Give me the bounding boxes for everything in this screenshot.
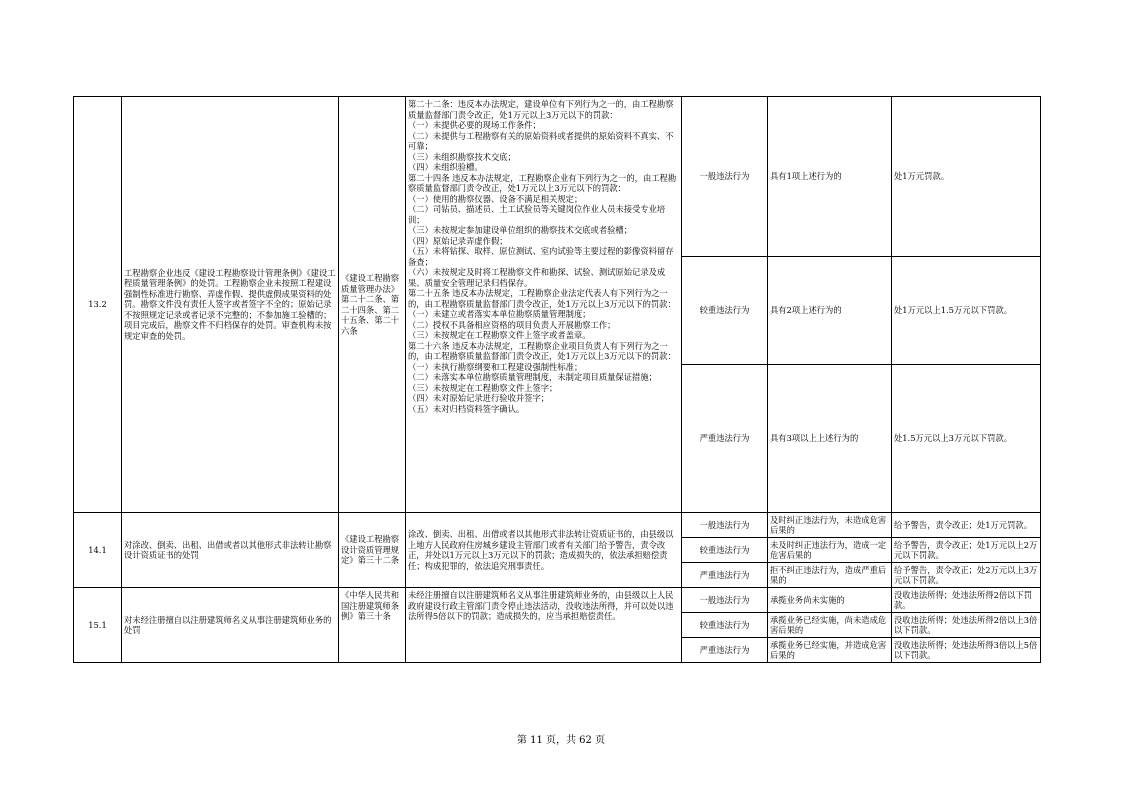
basis-line: （三）未组织勘察技术交底； <box>408 151 516 162</box>
item-number: 13.2 <box>74 97 122 513</box>
table-row <box>74 588 1041 613</box>
violation-condition: 拒不纠正违法行为，造成严重后果的 <box>768 563 892 588</box>
violation-level: 一般违法行为 <box>682 97 768 257</box>
basis-line: （一）未建立或者落实本单位勘察质量管理制度； <box>408 309 591 319</box>
violation-level: 严重违法行为 <box>682 365 768 513</box>
violation-level: 较重违法行为 <box>682 613 768 638</box>
basis-line: （二）未提供与工程勘察有关的原始资料或者提供的原始资料不真实、不可靠； <box>408 130 674 151</box>
violation-condition: 承揽业务已经实施，尚未造成危害后果的 <box>768 613 892 638</box>
violation-condition: 承揽业务已经实施，并造成危害后果的 <box>768 638 892 663</box>
violation-level: 较重违法行为 <box>682 257 768 365</box>
penalty-result: 处1.5万元以上3万元以下罚款。 <box>892 365 1041 513</box>
basis-line: （四）原始记录弄虚作假； <box>408 235 508 246</box>
penalty-result: 没收违法所得；处违法所得2倍以下罚款。 <box>892 588 1041 613</box>
basis-line: （二）授权不具备相应资格的项目负责人开展勘察工作； <box>408 319 616 330</box>
penalty-result: 处1万元以上1.5万元以下罚款。 <box>892 257 1041 365</box>
penalty-result: 给予警告，责令改正；处2万元以上3万元以下罚款。 <box>892 563 1041 588</box>
table-row <box>74 97 1041 257</box>
item-description: 对未经注册擅自以注册建筑师名义从事注册建筑师业务的处罚 <box>122 588 339 663</box>
violation-condition: 具有2项上述行为的 <box>768 257 892 365</box>
basis-line: （六）未按规定及时将工程勘察文件和勘探、试验、测试原始记录及成果、质量安全管理记录归档保存。 <box>408 267 666 288</box>
table-row <box>74 513 1041 538</box>
basis-line: （二）未落实本单位勘察质量管理制度，未制定项目质量保证措施； <box>408 372 657 382</box>
basis-line: （三）未按规定在工程勘察文件上签字或者盖章。 <box>408 330 591 340</box>
violation-condition: 承揽业务尚未实施的 <box>768 588 892 613</box>
basis-line: 第二十五条 违反本办法规定，工程勘察企业法定代表人有下列行为之一的，由工程勘察质量监督部门责令改正，处1万元以上3万元以下的罚款： <box>408 288 676 309</box>
legal-basis: 涂改、倒卖、出租、出借或者以其他形式非法转让资质证书的，由县级以上地方人民政府住房城乡建设主管部门或者有关部门给予警告，责令改正，并处以1万元以上3万元以下的罚款；造成损失的，依法承担赔偿责任；构成犯罪的，依法追究刑事责任。 <box>406 513 682 588</box>
basis-line: （一）未提供必要的现场工作条件； <box>408 120 541 130</box>
penalty-result: 处1万元罚款。 <box>892 97 1041 257</box>
violation-condition: 具有3项以上上述行为的 <box>768 365 892 513</box>
basis-line: 第二十六条 违反本办法规定，工程勘察企业项目负责人有下列行为之一的，由工程勘察质量监督部门责令改正，处1万元以上3万元以下的罚款： <box>408 340 676 361</box>
basis-line: 第二十四条 违反本办法规定，工程勘察企业有下列行为之一的，由工程勘察质量监督部门责令改正，处1万元以上3万元以下的罚款： <box>408 172 677 193</box>
basis-line: （一）使用的勘察仪器、设备不满足相关规定； <box>408 193 583 204</box>
penalty-result: 没收违法所得；处违法所得3倍以上5倍以下罚款。 <box>892 638 1041 663</box>
penalty-result: 给予警告，责令改正；处1万元以上2万元以下罚款。 <box>892 538 1041 563</box>
violation-level: 一般违法行为 <box>682 588 768 613</box>
item-description: 工程勘察企业违反《建设工程勘察设计管理条例》《建设工程质量管理条例》的处罚。工程勘察企业未按照工程建设强制性标准进行勘察、弄虚作假、提供虚假成果资料的处罚。勘察文件没有责任人签字或者签字不全的；原始记录不按照规定记录或者记录不完整的；不参加施工验槽的；项目完成后，勘察文件不归档保存的处罚。审查机构未按规定审查的处罚。 <box>122 97 339 513</box>
violation-level: 一般违法行为 <box>682 513 768 538</box>
item-number: 15.1 <box>74 588 122 663</box>
violation-level: 严重违法行为 <box>682 638 768 663</box>
violation-condition: 及时纠正违法行为，未造成危害后果的 <box>768 513 892 538</box>
legal-basis <box>406 97 682 513</box>
legal-reference: 《建设工程勘察质量管理办法》第二十二条、第二十四条、第二十五条、第二十六条 <box>339 97 406 513</box>
violation-condition: 未及时纠正违法行为，造成一定危害后果的 <box>768 538 892 563</box>
basis-line: （五）未对归档资料签字确认。 <box>408 403 525 414</box>
basis-line: （二）司钻员、描述员、土工试验员等关键岗位作业人员未接受专业培训； <box>408 204 666 225</box>
basis-line: （三）未按规定参加建设单位组织的勘察技术交底或者验槽； <box>408 225 633 235</box>
item-description: 对涂改、倒卖、出租、出借或者以其他形式非法转让勘察设计资质证书的处罚 <box>122 513 339 588</box>
penalty-result: 给予警告，责令改正；处1万元罚款。 <box>892 513 1041 538</box>
basis-line: （五）未将钻探、取样、原位测试、室内试验等主要过程的影像资料留存备查； <box>408 246 674 267</box>
page-number-footer: 第 11 页，共 62 页 <box>516 735 606 746</box>
basis-line: （四）未对原始记录进行验收并签字； <box>408 393 550 403</box>
item-number: 14.1 <box>74 513 122 588</box>
legal-reference: 《中华人民共和国注册建筑师条例》第三十条 <box>339 588 406 663</box>
basis-line: 第二十二条：违反本办法规定，建设单位有下列行为之一的，由工程勘察质量监督部门责令改正，处1万元以上3万元以下的罚款： <box>408 99 674 120</box>
penalty-table <box>73 96 1041 663</box>
legal-basis: 未经注册擅自以注册建筑师名义从事注册建筑师业务的，由县级以上人民政府建设行政主管部门责令停止违法活动，没收违法所得，并可以处以违法所得5倍以下的罚款；造成损失的，应当承担赔偿责任。 <box>406 588 682 663</box>
penalty-result: 没收违法所得；处违法所得2倍以上3倍以下罚款。 <box>892 613 1041 638</box>
violation-level: 较重违法行为 <box>682 538 768 563</box>
basis-line: （三）未按规定在工程勘察文件上签字； <box>408 382 558 393</box>
violation-level: 严重违法行为 <box>682 563 768 588</box>
violation-condition: 具有1项上述行为的 <box>768 97 892 257</box>
basis-line: （一）未执行勘察纲要和工程建设强制性标准； <box>408 361 583 372</box>
basis-line: （四）未组织验槽。 <box>408 162 483 172</box>
legal-reference: 《建设工程勘察设计资质管理规定》第三十二条 <box>339 513 406 588</box>
